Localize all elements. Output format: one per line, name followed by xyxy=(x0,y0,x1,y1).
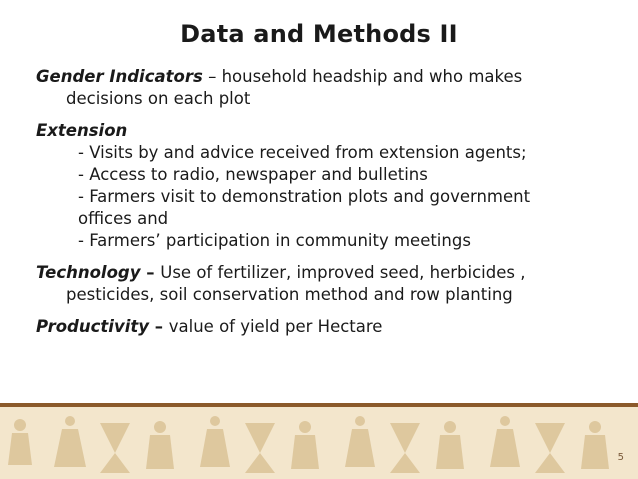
productivity-separator: – xyxy=(149,317,169,336)
slide-body xyxy=(36,66,626,348)
page-number: 5 xyxy=(617,452,624,463)
extension-item-demonstration-plots-cont: offices and xyxy=(78,209,169,228)
extension-label: Extension xyxy=(36,121,128,140)
footer-divider-line xyxy=(0,403,638,407)
decorative-footer-band xyxy=(0,403,638,479)
technology-separator: – xyxy=(140,263,161,282)
technology-text-line2: pesticides, soil conservation method and row planting xyxy=(66,285,513,304)
technology-label: Technology xyxy=(36,263,141,282)
decorative-figures-pattern xyxy=(0,403,638,479)
extension-paragraph xyxy=(36,120,626,252)
gender-indicators-label: Gender Indicators xyxy=(36,67,203,86)
gender-indicators-text-line2: decisions on each plot xyxy=(66,89,251,108)
productivity-paragraph xyxy=(36,316,626,338)
slide-title: Data and Methods II xyxy=(180,20,458,48)
productivity-text: value of yield per Hectare xyxy=(168,317,383,336)
technology-text-line1: Use of fertilizer, improved seed, herbicides , xyxy=(160,263,526,282)
extension-item-community-meetings: - Farmers’ participation in community meetings xyxy=(78,231,471,250)
productivity-label: Productivity xyxy=(36,317,149,336)
extension-item-demonstration-plots: - Farmers visit to demonstration plots and government xyxy=(78,187,531,206)
technology-paragraph xyxy=(36,262,626,306)
extension-item-visits: - Visits by and advice received from extension agents; xyxy=(78,143,527,162)
gender-indicators-text-line1: household headship and who makes xyxy=(221,67,523,86)
gender-indicators-separator: – xyxy=(202,67,222,86)
gender-indicators-paragraph xyxy=(36,66,626,110)
extension-item-access-media: - Access to radio, newspaper and bulletins xyxy=(78,165,428,184)
